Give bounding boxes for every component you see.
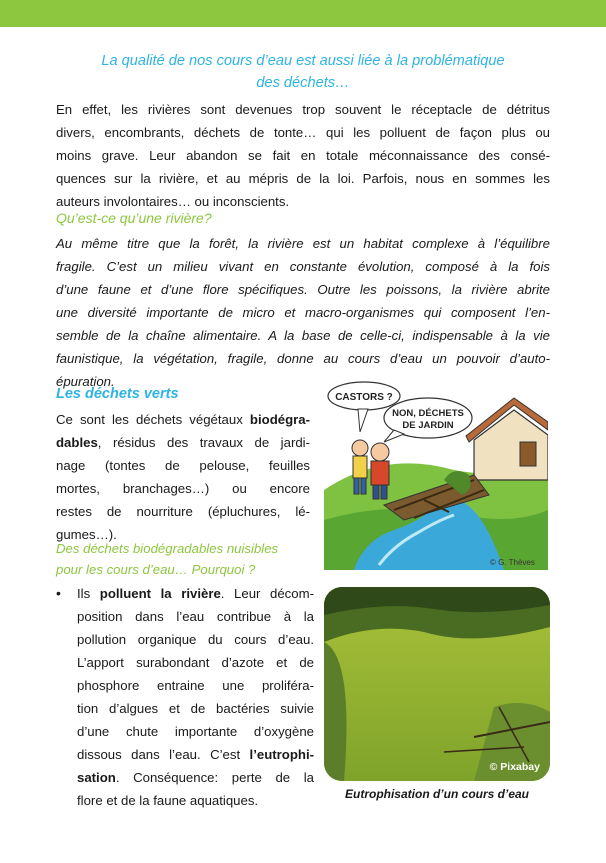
river-heading: Qu’est-ce qu’une rivière? (56, 210, 212, 226)
bubble-text-2b: DE JARDIN (402, 420, 454, 431)
intro-paragraph: En effet, les rivières sont devenues trop souvent le réceptacle de détritus divers, encombrants, déchets de tonte… qui les polluent de façon plus ou moins grave. Leur abandon se fait en totale méconnaissance des consé- quences sur la rivière, et au mépris de la loi. Parfois, nous en sommes les auteurs involontaires… ou inconscients. (56, 102, 550, 209)
cartoon-illustration (324, 380, 548, 570)
bubble-text-2a: NON, DÉCHETS (392, 408, 464, 419)
photo-credit: © Pixabay (489, 761, 540, 773)
green-waste-paragraph: Ce sont les déchets végétaux biodégra- dables, résidus des travaux de jardi- nage (tontes de pelouse, feuilles mortes, branchages…) ou encore restes de nourriture (épluchures, lé- gumes…). (56, 412, 310, 542)
bubble-text-1: CASTORS ? (335, 392, 393, 403)
green-waste-question: Des déchets biodégradables nuisibles pour les cours d’eau… Pourquoi ? (56, 541, 279, 577)
cartoon-credit: © G. Thèves (490, 558, 535, 567)
river-paragraph: Au même titre que la forêt, la rivière est un habitat complexe à l’équilibre fragile. C’est un milieu vivant en constante évolution, composé à la fois d’une faune et d’une flore spécifiques. Outre les poissons, la rivière abrite une diversité importante de micro et macro-organismes qui composent l’en- semble de la chaîne alimentaire. A la base de celle-ci, indispensable à la vie faunistique, la végétation, fragile, donne au cours d’eau un pouvoir d’auto- épuration. (56, 236, 550, 389)
eutrophication-photo (324, 587, 550, 781)
photo-image (324, 587, 550, 781)
top-green-bar (0, 0, 606, 27)
green-waste-heading: Les déchets verts (56, 386, 179, 402)
bullet-pollution: • Ils polluent la rivière. Leur décom- position dans l’eau contribue à la pollution organique du cours d’eau. L’apport surabondant d’azote et de phosphore entraine une proliféra- tion d’algues et de bactéries suivie d’une chute importante d’oxygène dissous dans l’eau. C’est l’eutrophi- sation. Conséquence: perte de la flore et de la faune aquatiques. (56, 582, 314, 812)
photo-caption: Eutrophisation d’un cours d’eau (344, 787, 529, 801)
intro-title: La qualité de nos cours d’eau est aussi liée à la problématique des déchets… (101, 53, 505, 91)
bullet-marker: • (56, 585, 61, 601)
